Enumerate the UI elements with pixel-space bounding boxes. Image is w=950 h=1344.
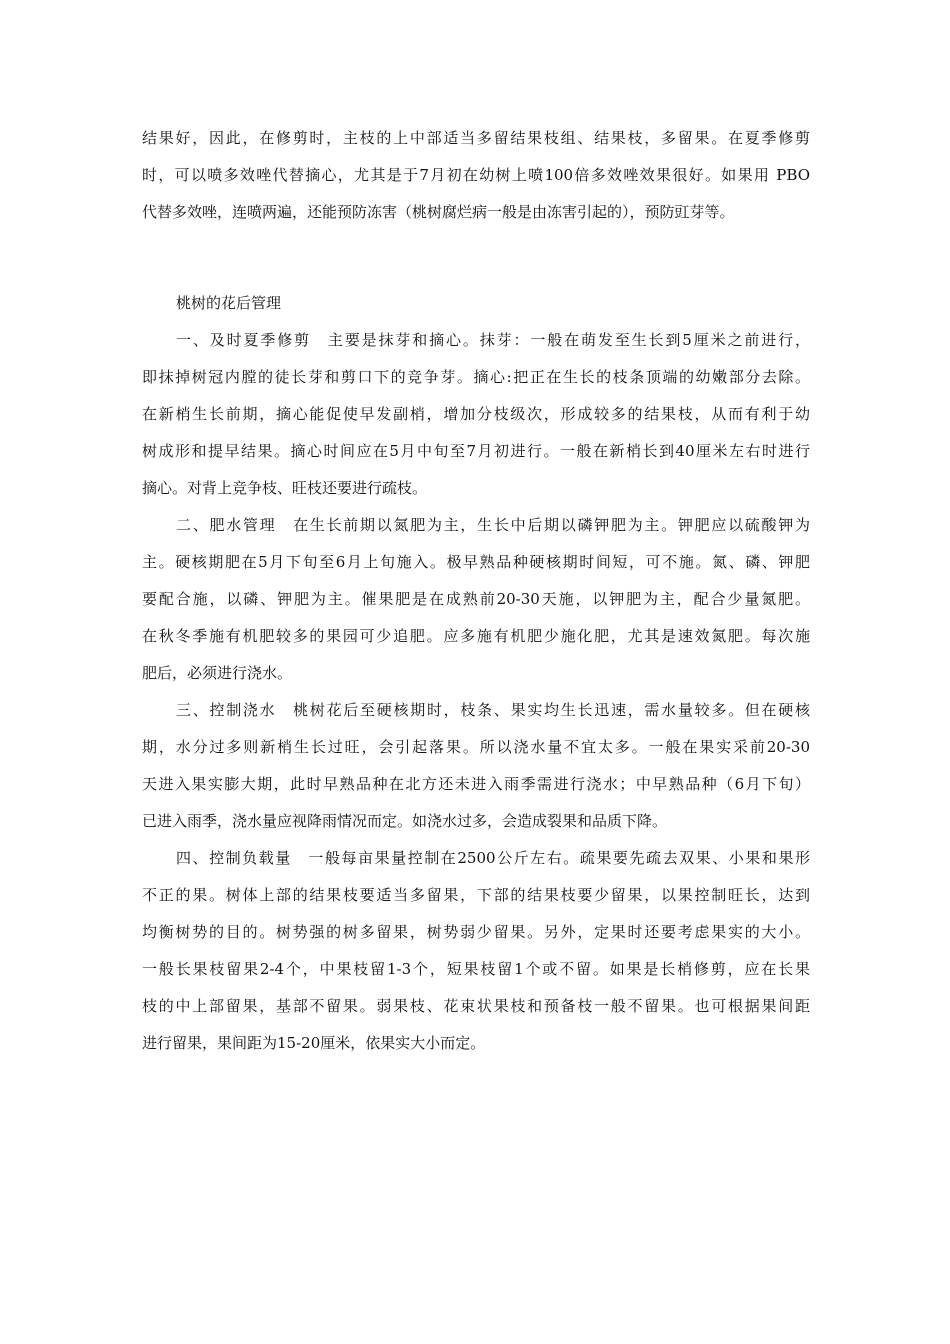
text-line: 枝的中上部留果，基部不留果。弱果枝、花束状果枝和预备枝一般不留果。也可根据果间距 (142, 997, 810, 1015)
text-line: 摘心。对背上竞争枝、旺枝还要进行疏枝。 (142, 479, 428, 497)
text-line: 已进入雨季，浇水量应视降雨情况而定。如浇水过多，会造成裂果和品质下降。 (142, 812, 668, 830)
text-line: 在秋冬季施有机肥较多的果园可少追肥。应多施有机肥少施化肥，尤其是速效氮肥。每次施 (142, 627, 810, 645)
text-line: 三、控制浇水 桃树花后至硬核期时，枝条、果实均生长迅速，需水量较多。但在硬核 (176, 701, 810, 719)
text-line: 代替多效唑，连喷两遍，还能预防冻害（桃树腐烂病一般是由冻害引起的），预防豇芽等。 (142, 203, 735, 221)
text-line: 进行留果，果间距为15-20厘米，依果实大小而定。 (142, 1034, 486, 1052)
paragraph-gap (142, 231, 810, 285)
text-line: 肥后，必须进行浇水。 (142, 664, 293, 682)
text-line: 树成形和提早结果。摘心时间应在5月中旬至7月初进行。一般在新梢长到40厘米左右时进行 (142, 442, 810, 460)
text-line: 在新梢生长前期，摘心能促使早发副梢，增加分枝级次，形成较多的结果枝，从而有利于幼 (142, 405, 810, 423)
text-line: 即抹掉树冠内膛的徒长芽和剪口下的竞争芽。摘心:把正在生长的枝条顶端的幼嫩部分去除。 (142, 368, 810, 386)
text-line: 一、及时夏季修剪 主要是抹芽和摘心。抹芽：一般在萌发至生长到5厘米之前进行， (176, 331, 810, 349)
text-line: 不正的果。树体上部的结果枝要适当多留果，下部的结果枝要少留果，以果控制旺长，达到 (142, 886, 810, 904)
intro-paragraph (142, 120, 810, 231)
paragraph-fertilizer-water (142, 507, 810, 692)
text-line: 结果好，因此，在修剪时，主枝的上中部适当多留结果枝组、结果枝，多留果。在夏季修剪 (142, 129, 810, 147)
paragraph-summer-pruning (142, 322, 810, 507)
text-line: 天进入果实膨大期，此时早熟品种在北方还未进入雨季需进行浇水；中早熟品种（6月下旬） (142, 775, 810, 793)
text-line: 二、肥水管理 在生长前期以氮肥为主，生长中后期以磷钾肥为主。钾肥应以硫酸钾为 (176, 516, 810, 534)
text-line: 时，可以喷多效唑代替摘心，尤其是于7月初在幼树上喷100倍多效唑效果很好。如果用 PBO (142, 166, 810, 184)
section-heading: 桃树的花后管理 (176, 294, 282, 312)
text-line: 均衡树势的目的。树势强的树多留果，树势弱少留果。另外，定果时还要考虑果实的大小。 (142, 923, 810, 941)
text-line: 期，水分过多则新梢生长过旺，会引起落果。所以浇水量不宜太多。一般在果实采前20-30 (142, 738, 810, 756)
text-line: 要配合施，以磷、钾肥为主。催果肥是在成熟前20-30天施，以钾肥为主，配合少量氮肥。 (142, 590, 810, 608)
paragraph-irrigation (142, 692, 810, 840)
text-line: 一般长果枝留果2-4个，中果枝留1-3个，短果枝留1个或不留。如果是长梢修剪，应在长果 (142, 960, 810, 978)
document-page (142, 120, 810, 1062)
text-line: 主。硬核期肥在5月下旬至6月上旬施入。极早熟品种硬核期时间短，可不施。氮、磷、钾肥 (142, 553, 810, 571)
text-line: 四、控制负载量 一般每亩果量控制在2500公斤左右。疏果要先疏去双果、小果和果形 (176, 849, 810, 867)
paragraph-fruit-load (142, 840, 810, 1062)
